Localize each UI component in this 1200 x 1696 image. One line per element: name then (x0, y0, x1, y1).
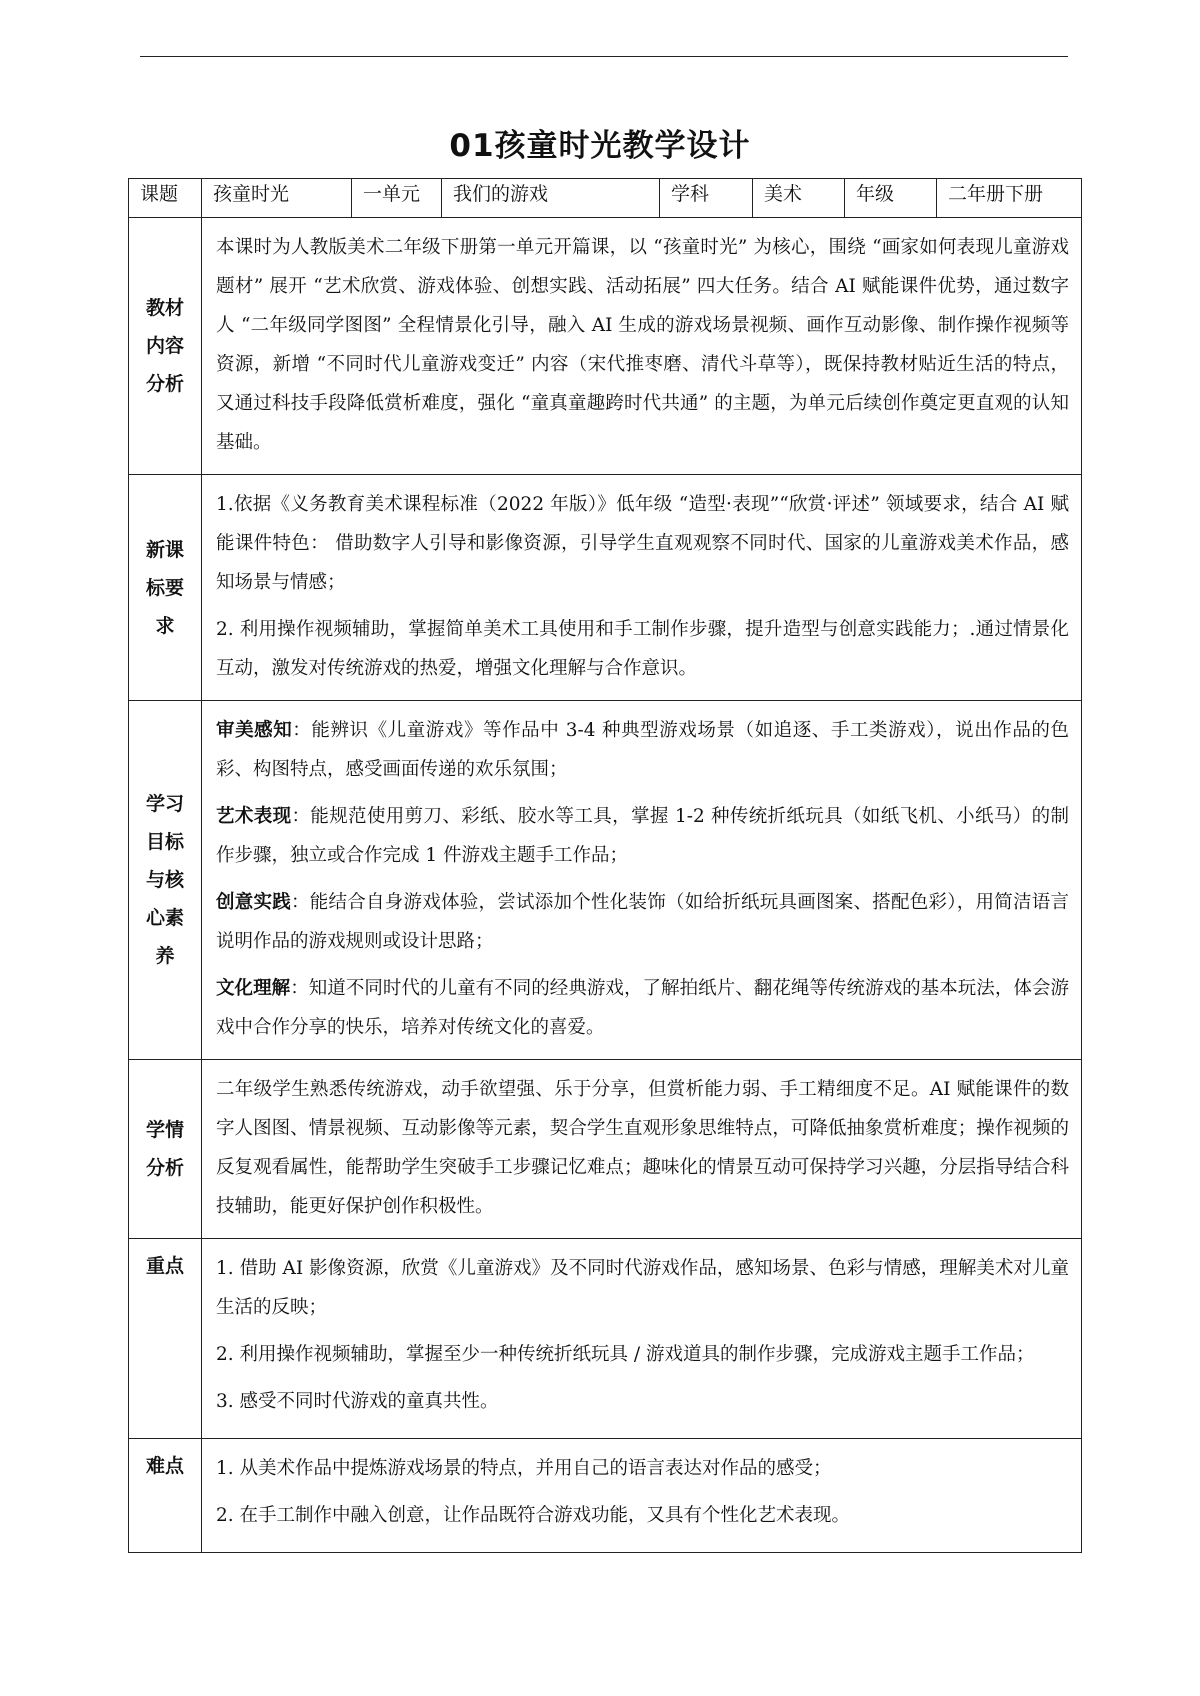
paragraph: 2. 利用操作视频辅助，掌握简单美术工具使用和手工制作步骤，提升造型与创意实践能力；.通过情景化互动，激发对传统游戏的热爱，增强文化理解与合作意识。 (216, 619, 1069, 679)
row-difficulties (129, 1439, 1082, 1553)
header-value-topic: 孩童时光 (202, 179, 352, 218)
row-label-difficulties: 难点 (129, 1439, 202, 1553)
row-content-learning-goals (202, 701, 1082, 1060)
paragraph: 1.依据《义务教育美术课程标准（2022 年版）》低年级 “造型·表现”“欣赏·评述” 领域要求，结合 AI 赋能课件特色： 借助数字人引导和影像资源，引导学生直观观察不同时代、国家的儿童游戏美术作品，感知场景与情感； (216, 494, 1069, 593)
goal-item: 创意实践：能结合自身游戏体验，尝试添加个性化装饰（如给折纸玩具画图案、搭配色彩），用简洁语言说明作品的游戏规则或设计思路； (216, 892, 1069, 952)
row-label-textbook-analysis: 教材 内容 分析 (129, 218, 202, 475)
header-row (129, 179, 1082, 218)
row-textbook-analysis (129, 218, 1082, 475)
header-key-grade: 年级 (845, 179, 937, 218)
header-value-subject: 美术 (753, 179, 845, 218)
list-item: 2. 在手工制作中融入创意，让作品既符合游戏功能，又具有个性化艺术表现。 (216, 1505, 851, 1526)
header-key-topic: 课题 (129, 179, 202, 218)
row-content-student-analysis (202, 1060, 1082, 1239)
row-student-analysis (129, 1060, 1082, 1239)
header-key-unit: 一单元 (352, 179, 442, 218)
header-value-unit: 我们的游戏 (442, 179, 660, 218)
row-label-learning-goals: 学习 目标 与核 心素 养 (129, 701, 202, 1060)
row-label-curriculum-standard: 新课 标要 求 (129, 475, 202, 701)
header-rule (140, 56, 1068, 57)
document-title: 01孩童时光教学设计 (449, 128, 751, 164)
row-label-key-points: 重点 (129, 1239, 202, 1439)
goal-item: 艺术表现：能规范使用剪刀、彩纸、胶水等工具，掌握 1-2 种传统折纸玩具（如纸飞机、小纸马）的制作步骤，独立或合作完成 1 件游戏主题手工作品； (216, 806, 1069, 866)
row-content-curriculum-standard (202, 475, 1082, 701)
goal-item: 审美感知：能辨识《儿童游戏》等作品中 3-4 种典型游戏场景（如追逐、手工类游戏），说出作品的色彩、构图特点，感受画面传递的欢乐氛围； (216, 720, 1069, 780)
row-learning-goals (129, 701, 1082, 1060)
lesson-plan-table (128, 178, 1082, 1553)
list-item: 2. 利用操作视频辅助，掌握至少一种传统折纸玩具 / 游戏道具的制作步骤，完成游戏主题手工作品； (216, 1344, 1035, 1365)
row-label-student-analysis: 学情 分析 (129, 1060, 202, 1239)
header-key-subject: 学科 (660, 179, 753, 218)
row-curriculum-standard (129, 475, 1082, 701)
header-value-grade: 二年册下册 (937, 179, 1082, 218)
row-content-difficulties (202, 1439, 1082, 1553)
list-item: 1. 从美术作品中提炼游戏场景的特点，并用自己的语言表达对作品的感受； (216, 1458, 832, 1479)
goal-item: 文化理解：知道不同时代的儿童有不同的经典游戏，了解拍纸片、翻花绳等传统游戏的基本玩法，体会游戏中合作分享的快乐，培养对传统文化的喜爱。 (216, 978, 1069, 1038)
row-key-points (129, 1239, 1082, 1439)
list-item: 1. 借助 AI 影像资源，欣赏《儿童游戏》及不同时代游戏作品，感知场景、色彩与情感，理解美术对儿童生活的反映； (216, 1258, 1069, 1318)
row-content-textbook-analysis (202, 218, 1082, 475)
row-content-key-points (202, 1239, 1082, 1439)
list-item: 3. 感受不同时代游戏的童真共性。 (216, 1391, 499, 1412)
paragraph: 二年级学生熟悉传统游戏，动手欲望强、乐于分享，但赏析能力弱、手工精细度不足。AI 赋能课件的数字人图图、情景视频、互动影像等元素，契合学生直观形象思维特点，可降低抽象赏析难度；操作视频的反复观看属性，能帮助学生突破手工步骤记忆难点；趣味化的情景互动可保持学习兴趣，分层指导结合科技辅助，能更好保护创作积极性。 (216, 1079, 1069, 1217)
paragraph: 本课时为人教版美术二年级下册第一单元开篇课，以 “孩童时光” 为核心，围绕 “画家如何表现儿童游戏题材” 展开 “艺术欣赏、游戏体验、创想实践、活动拓展” 四大任务。结合 AI 赋能课件优势，通过数字人 “二年级同学图图” 全程情景化引导，融入 AI 生成的游戏场景视频、画作互动影像、制作操作视频等资源，新增 “不同时代儿童游戏变迁” 内容（宋代推枣磨、清代斗草等），既保持教材贴近生活的特点，又通过科技手段降低赏析难度，强化 “童真童趣跨时代共通” 的主题，为单元后续创作奠定更直观的认知基础。 (216, 237, 1069, 453)
